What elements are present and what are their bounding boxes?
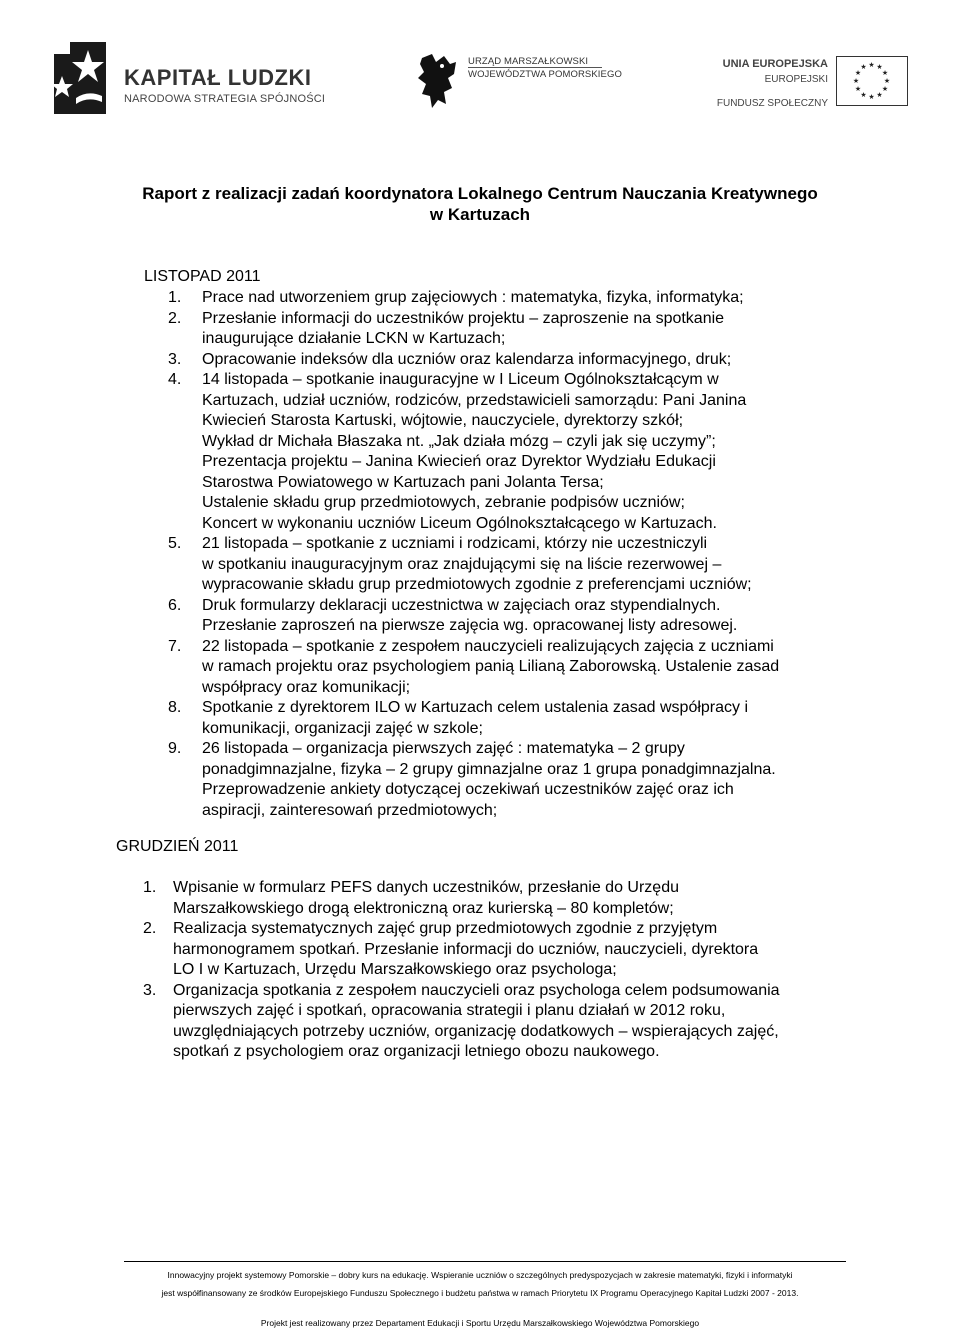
svg-text:★: ★ — [876, 91, 883, 99]
item-number: 9. — [168, 740, 182, 757]
item-number: 3. — [168, 350, 182, 368]
item-text: 26 listopada – organizacja pierwszych zajęć : matematyka – 2 grupy ponadgimnazjalne, fizyka – 2 grupy gimnazjalne oraz 1 grupa ponadgimnazjalna. Przeprowadzenie ankiety dotyczącej oczekiwań uczestników zajęć oraz ich aspiracji, zainteresowań przedmiotowych; — [202, 740, 776, 819]
item-number: 7. — [168, 637, 182, 655]
item-number: 1. — [143, 879, 157, 896]
item-number: 4. — [168, 371, 182, 388]
footer-divider — [124, 1261, 846, 1262]
list-item — [168, 596, 868, 637]
list-item — [143, 919, 873, 981]
kapital-ludzki-subtitle: NARODOWA STRATEGIA SPÓJNOŚCI — [124, 93, 326, 105]
list-item — [143, 981, 873, 1063]
item-text: 14 listopada – spotkanie inauguracyjne w I Liceum Ogólnokształcącym w Kartuzach, udział uczniów, rodziców, przedstawicieli samorządu: Pani Janina Kwiecień Starosta Kartuski, wójtowie, nauczyciele, dyrektorzy szkół; Wykład dr Michała Błaszaka nt. „Jak działa mózg – czyli jak się uczymy”; Prezentacja projektu – Janina Kwiecień oraz Dyrektor Wydziału Edukacji Starostwa Powiatowego w Kartuzach pani Jolanta Tersa; Ustalenie składu grup przedmiotowych, zebranie podpisów uczniów; Koncert w wykonaniu uczniów Liceum Ogólnokształcącego w Kartuzach. — [202, 371, 747, 532]
item-text: 21 listopada – spotkanie z uczniami i rodzicami, którzy nie uczestniczyli w spotkaniu inauguracyjnym oraz znajdującymi się na liście rezerwowej – wypracowanie składu grup przedmiotowych zgodnie z preferencjami uczniów; — [202, 535, 752, 593]
item-number: 3. — [143, 981, 157, 999]
list-item — [168, 288, 868, 309]
urzad-line-2: WOJEWÓDZTWA POMORSKIEGO — [468, 69, 622, 80]
griffin-icon — [414, 52, 462, 110]
svg-text:★: ★ — [854, 69, 862, 77]
list-item — [168, 698, 868, 739]
item-number: 1. — [168, 289, 182, 306]
report-title: Raport z realizacji zadań koordynatora Lokalnego Centrum Nauczania Kreatywnego — [142, 184, 818, 203]
svg-text:★: ★ — [868, 61, 875, 69]
list-item — [168, 534, 868, 596]
footer-line-2: jest współfinansowany ze środków Europejskiego Funduszu Społecznego i budżetu państwa w ramach Priorytetu IX Programu Operacyjnego Kapitał Ludzki 2007 - 2013. — [161, 1288, 799, 1298]
item-text: 22 listopada – spotkanie z zespołem nauczycieli realizujących zajęcia z uczniami w ramach projektu oraz psychologiem panią Lilianą Zaborowską. Ustalenie zasad współpracy oraz komunikacji; — [202, 637, 780, 696]
list-item — [168, 309, 868, 350]
item-number: 5. — [168, 535, 182, 552]
svg-text:★: ★ — [860, 63, 867, 71]
svg-text:★: ★ — [860, 91, 867, 99]
item-text: Opracowanie indeksów dla uczniów oraz kalendarza informacyjnego, druk; — [202, 350, 732, 368]
item-number: 2. — [143, 920, 157, 937]
kapital-ludzki-logo — [48, 40, 326, 120]
unia-europejska-logo — [716, 54, 916, 110]
list-item — [143, 878, 873, 919]
page-header — [0, 0, 960, 130]
kapital-ludzki-emblem-icon — [48, 40, 118, 120]
item-text: Druk formularzy deklaracji uczestnictwa w zajęciach oraz stypendialnych. Przesłanie zaproszeń na pierwsze zajęcia wg. opracowanej listy adresowej. — [202, 596, 738, 634]
footer-line-1: Innowacyjny projekt systemowy Pomorskie – dobry kurs na edukację. Wspieranie uczniów o szczególnych predyspozycjach w zakresie matematyki, fizyki i informatyki — [167, 1270, 793, 1280]
grudzien-task-list — [143, 878, 873, 1063]
section-label-grudzien: GRUDZIEŃ 2011 — [116, 838, 239, 855]
item-text: Wpisanie w formularz PEFS danych uczestników, przesłanie do Urzędu Marszałkowskiego drogą elektroniczną oraz kurierską – 80 kompletów; — [173, 879, 679, 917]
urzad-divider — [468, 67, 602, 68]
svg-text:★: ★ — [868, 93, 875, 101]
item-number: 6. — [168, 596, 182, 614]
svg-text:★: ★ — [881, 69, 889, 77]
svg-text:★: ★ — [881, 85, 889, 93]
section-label-listopad: LISTOPAD 2011 — [144, 268, 261, 285]
item-number: 8. — [168, 699, 182, 716]
eu-line-2: EUROPEJSKI — [764, 74, 828, 85]
svg-text:★: ★ — [876, 63, 883, 71]
urzad-marszalkowski-logo — [414, 52, 622, 112]
item-text: Spotkanie z dyrektorem ILO w Kartuzach celem ustalenia zasad współpracy i komunikacji, organizacji zajęć w szkole; — [202, 699, 749, 737]
item-text: Organizacja spotkania z zespołem nauczycieli oraz psychologa celem podsumowania pierwszych zajęć i spotkań, opracowania strategii i planu działań w 2012 roku, uwzględniających potrzeby uczniów, organizację dodatkowych – wspierających zajęć, spotkań z psychologiem oraz organizacji letniego obozu naukowego. — [173, 981, 780, 1060]
svg-text:★: ★ — [854, 85, 862, 93]
report-title-line-2: w Kartuzach — [429, 205, 531, 224]
list-item — [168, 370, 868, 534]
urzad-line-1: URZĄD MARSZAŁKOWSKI — [468, 56, 589, 67]
list-item — [168, 350, 868, 371]
eu-line-3: FUNDUSZ SPOŁECZNY — [716, 98, 828, 109]
svg-text:★: ★ — [852, 77, 860, 85]
item-text: Prace nad utworzeniem grup zajęciowych : matematyka, fizyka, informatyka; — [202, 289, 744, 306]
kapital-ludzki-title: KAPITAŁ LUDZKI — [124, 65, 312, 90]
svg-text:★: ★ — [883, 77, 891, 85]
eu-flag-icon — [836, 56, 908, 106]
listopad-task-list — [168, 288, 868, 821]
item-text: Przesłanie informacji do uczestników projektu – zaproszenie na spotkanie inaugurujące działanie LCKN w Kartuzach; — [202, 309, 725, 347]
list-item — [168, 739, 868, 821]
eu-line-1: UNIA EUROPEJSKA — [722, 58, 828, 70]
footer-line-3: Projekt jest realizowany przez Departament Edukacji i Sportu Urzędu Marszałkowskiego Województwa Pomorskiego — [260, 1318, 700, 1328]
item-number: 2. — [168, 309, 182, 327]
item-text: Realizacja systematycznych zajęć grup przedmiotowych zgodnie z przyjętym harmonogramem spotkań. Przesłanie informacji do uczniów, nauczycieli, dyrektora LO I w Kartuzach, Urzędu Marszałkowskiego oraz psychologa; — [173, 920, 759, 978]
list-item — [168, 637, 868, 699]
